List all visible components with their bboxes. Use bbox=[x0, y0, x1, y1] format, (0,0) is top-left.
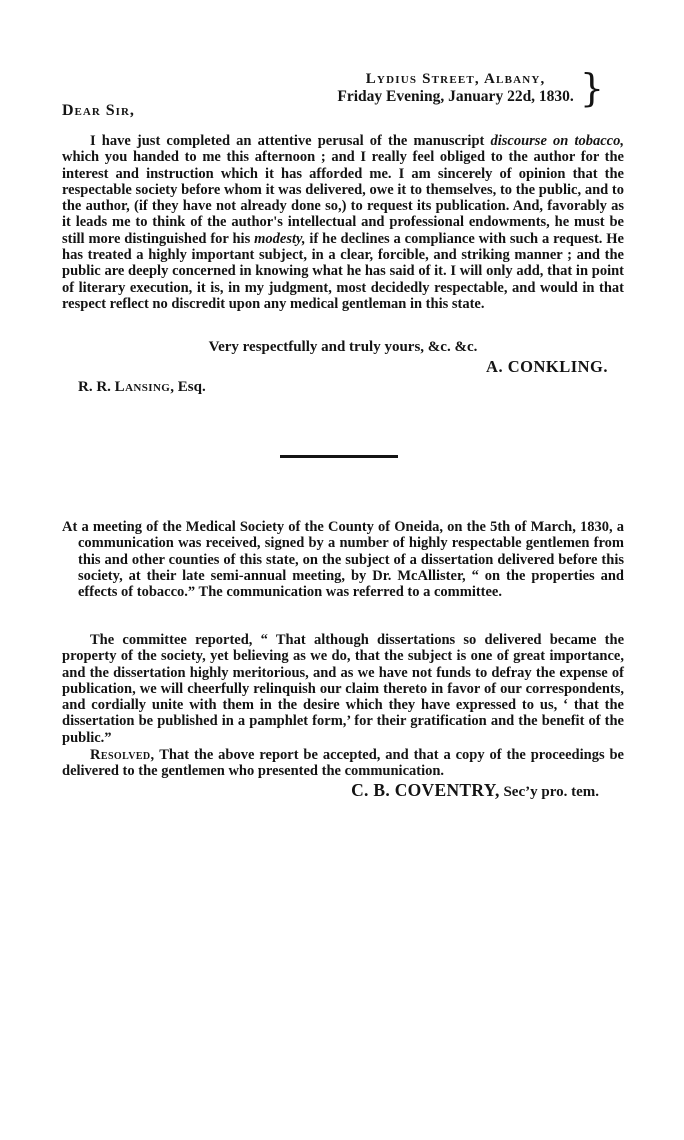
addressee: R. R. Lansing, Esq. bbox=[78, 379, 206, 395]
salutation: Dear Sir, bbox=[62, 102, 135, 119]
valediction: Very respectfully and truly yours, &c. &c. bbox=[208, 339, 478, 355]
dateline-place: Lydius Street, Albany, bbox=[365, 71, 546, 87]
secretary-signature: C. B. COVENTRY, Sec’y pro. tem. bbox=[351, 780, 599, 800]
letter-signature: A. CONKLING. bbox=[486, 357, 608, 376]
dateline bbox=[337, 66, 604, 110]
committee-report-paragraph: The committee reported, “ That although dissertations so delivered became the property of the society, yet believing as we do, that the subject is one of great importance, and the dissertation highly meritorious, and as we have not funds to defray the expense of publication, we will cheerfully relinquish our claim thereto in favor of our correspondents, and cordially unite with them in the desire which they have expressed to us, ‘ that the dissertation be published in a pamphlet form,’ for their gratification and the benefit of the public.” bbox=[62, 632, 624, 746]
dateline-text bbox=[337, 72, 573, 104]
section-divider-rule bbox=[280, 455, 398, 458]
resolution-paragraph: Resolved, That the above report be accepted, and that a copy of the proceedings be delivered to the gentlemen who presented the communication. bbox=[62, 747, 624, 780]
dateline-brace-glyph: } bbox=[579, 66, 604, 110]
letter-body-paragraph: I have just completed an attentive perusal of the manuscript discourse on tobacco, which you handed to me this afternoon ; and I really feel obliged to the author for the interest and instruction which it has afforded me. I am sincerely of opinion that the respectable society before whom it was delivered, owe it to themselves, to the public, and to the author, (if they have not already done so,) to request its publication. And, favorably as it leads me to think of the author's intellectual and professional endowments, he must be still more distinguished for his modesty, if he declines a compliance with such a request. He has treated a highly important subject, in a clear, forcible, and striking manner ; and the public are deeply concerned in knowing what he has said of it. I will only add, that in point of literary execution, it is, in my judgment, most decidedly respectable, and would in that respect reflect no discredit upon any medical gentleman in this state. bbox=[62, 133, 624, 312]
dateline-date: Friday Evening, January 22d, 1830. bbox=[337, 88, 574, 105]
meeting-paragraph: At a meeting of the Medical Society of the County of Oneida, on the 5th of March, 1830, a communication was received, signed by a number of highly respectable gentlemen from this and other counties of this state, on the subject of a dissertation delivered before this society, at their late semi-annual meeting, by Dr. McAllister, “ on the properties and effects of tobacco.” The communication was referred to a committee. bbox=[62, 519, 624, 601]
